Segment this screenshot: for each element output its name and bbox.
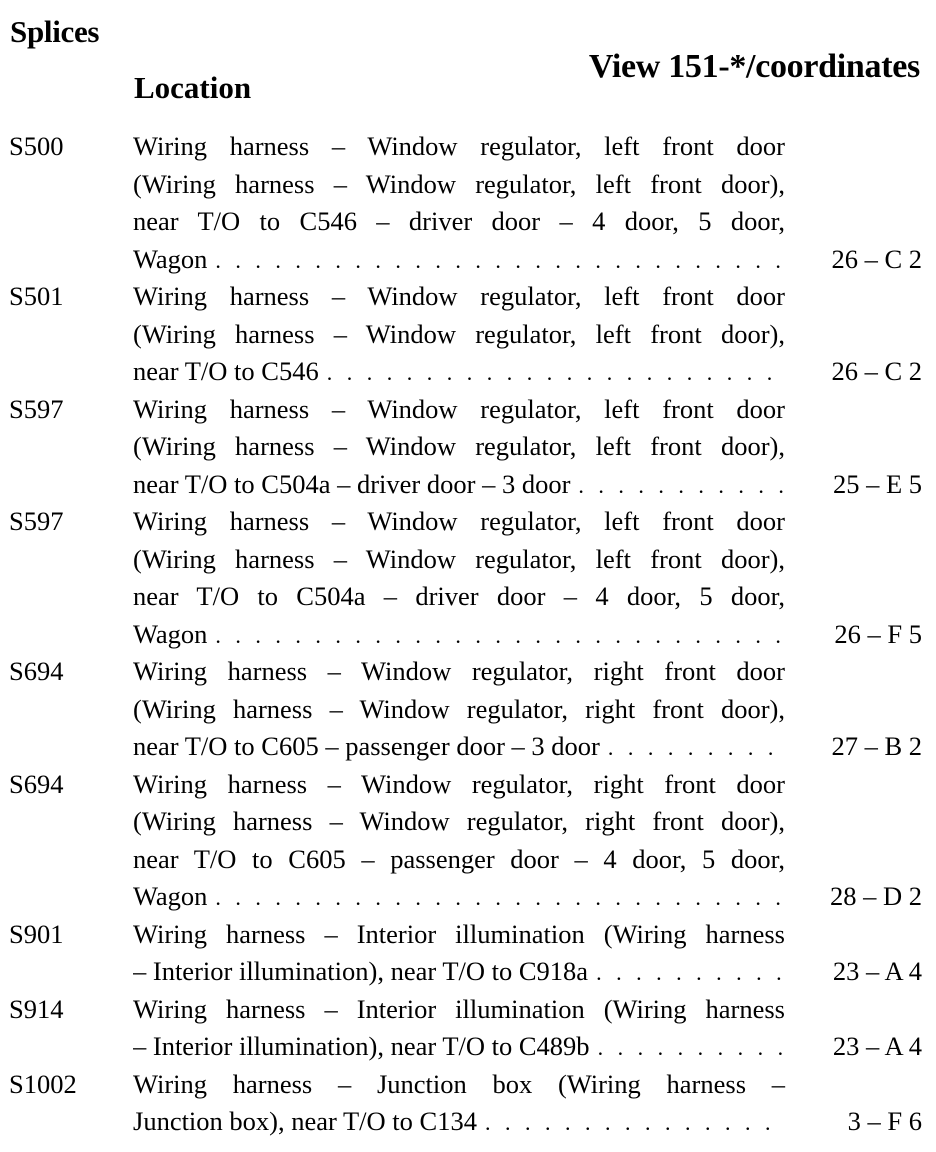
location-text-line: Wiring harness – Interior illumination (Wiring harness	[133, 993, 785, 1024]
section-title: Splices	[10, 14, 100, 49]
location-last-line	[133, 241, 785, 280]
dot-leader	[215, 879, 785, 917]
location-text-line: near T/O to C504a – driver door – 4 door, 5 door,	[133, 581, 785, 611]
location-line-row	[0, 391, 936, 429]
location-line-row	[0, 128, 936, 166]
view-coordinate: 27 – B 2	[831, 731, 922, 761]
dot-leader	[485, 1104, 785, 1142]
splice-entry	[0, 991, 936, 1066]
splice-code: S500	[9, 131, 64, 161]
view-coordinate: 26 – F 5	[834, 618, 922, 649]
view-coordinate: 28 – D 2	[829, 881, 922, 911]
location-final-text: Wagon	[133, 881, 208, 911]
location-last-line	[133, 1028, 785, 1067]
location-final-text: near T/O to C605 – passenger door – 3 door	[133, 731, 600, 761]
view-coordinate: 23 – A 4	[832, 956, 922, 986]
location-column-header: Location	[134, 70, 252, 105]
location-text-line: (Wiring harness – Window regulator, left front door),	[133, 543, 785, 574]
dot-leader	[598, 1029, 785, 1067]
view-coordinate: 25 – E 5	[832, 468, 922, 499]
location-text-line: (Wiring harness – Window regulator, left front door),	[133, 318, 785, 349]
splice-code: S597	[9, 393, 64, 424]
location-line-row	[0, 203, 936, 241]
location-line-row	[0, 691, 936, 729]
location-text-line: near T/O to C605 – passenger door – 4 door, 5 door,	[133, 843, 785, 874]
splice-code: S597	[9, 506, 64, 536]
location-text-line: (Wiring harness – Window regulator, right front door),	[133, 693, 785, 724]
location-last-line	[133, 953, 785, 992]
splice-list	[0, 128, 936, 1141]
location-last-line	[133, 616, 785, 655]
location-line-row	[0, 916, 936, 954]
location-last-row	[0, 1103, 936, 1141]
dot-leader	[578, 467, 785, 505]
view-coordinates-column-header: View 151-*/coordinates	[588, 48, 920, 85]
location-text-line: near T/O to C546 – driver door – 4 door, 5 door,	[133, 206, 785, 236]
dot-leader	[608, 729, 785, 767]
location-line-row	[0, 428, 936, 466]
location-last-line	[133, 878, 785, 917]
location-line-row	[0, 166, 936, 204]
splice-code: S901	[9, 918, 64, 949]
location-text-line: Wiring harness – Window regulator, left front door	[133, 281, 785, 311]
location-line-row	[0, 316, 936, 354]
location-last-row	[0, 353, 936, 391]
splice-code: S914	[9, 993, 64, 1024]
view-coordinate: 3 – F 6	[847, 1106, 922, 1136]
location-last-row	[0, 466, 936, 504]
splice-code: S501	[9, 281, 64, 311]
splice-code: S694	[9, 768, 64, 799]
location-last-row	[0, 1028, 936, 1066]
location-last-row	[0, 616, 936, 654]
location-text-line: Wiring harness – Window regulator, right front door	[133, 768, 785, 799]
splice-entry	[0, 653, 936, 766]
view-coordinate: 26 – C 2	[831, 243, 922, 274]
location-text-line: Wiring harness – Window regulator, right front door	[133, 656, 785, 686]
location-text-line: Wiring harness – Interior illumination (Wiring harness	[133, 918, 785, 949]
location-last-row	[0, 878, 936, 916]
location-text-line: Wiring harness – Window regulator, left front door	[133, 506, 785, 536]
location-last-line	[133, 1103, 785, 1142]
location-final-text: – Interior illumination), near T/O to C489b	[133, 1031, 590, 1061]
location-text-line: Wiring harness – Window regulator, left front door	[133, 393, 785, 424]
location-line-row	[0, 278, 936, 316]
splice-entry	[0, 1066, 936, 1141]
location-final-text: near T/O to C504a – driver door – 3 door	[133, 468, 571, 499]
location-text-line: (Wiring harness – Window regulator, right front door),	[133, 806, 785, 836]
location-last-row	[0, 953, 936, 991]
location-line-row	[0, 541, 936, 579]
location-line-row	[0, 503, 936, 541]
location-text-line: (Wiring harness – Window regulator, left front door),	[133, 168, 785, 199]
location-line-row	[0, 578, 936, 616]
location-last-line	[133, 728, 785, 767]
dot-leader	[596, 954, 785, 992]
dot-leader	[215, 242, 785, 280]
location-line-row	[0, 991, 936, 1029]
location-final-text: Wagon	[133, 618, 208, 649]
splice-entry	[0, 503, 936, 653]
location-last-row	[0, 728, 936, 766]
location-final-text: Wagon	[133, 243, 208, 274]
location-line-row	[0, 653, 936, 691]
view-coordinate: 23 – A 4	[832, 1031, 922, 1061]
location-line-row	[0, 766, 936, 804]
location-final-text: – Interior illumination), near T/O to C918a	[133, 956, 589, 986]
location-line-row	[0, 841, 936, 879]
location-last-row	[0, 241, 936, 279]
location-last-line	[133, 466, 785, 505]
splice-entry	[0, 766, 936, 916]
location-line-row	[0, 803, 936, 841]
splice-entry	[0, 391, 936, 504]
dot-leader	[215, 617, 785, 655]
location-text-line: Wiring harness – Junction box (Wiring harness –	[133, 1068, 785, 1099]
location-final-text: near T/O to C546	[133, 356, 319, 386]
splice-entry	[0, 128, 936, 278]
splice-entry	[0, 916, 936, 991]
location-text-line: Wiring harness – Window regulator, left front door	[133, 131, 785, 161]
location-line-row	[0, 1066, 936, 1104]
splice-code: S1002	[9, 1068, 77, 1099]
view-coordinate: 26 – C 2	[831, 356, 922, 386]
splice-entry	[0, 278, 936, 391]
location-final-text: Junction box), near T/O to C134	[133, 1106, 477, 1136]
splice-code: S694	[9, 656, 64, 686]
location-text-line: (Wiring harness – Window regulator, left front door),	[133, 431, 785, 461]
location-last-line	[133, 353, 785, 392]
dot-leader	[327, 354, 785, 392]
